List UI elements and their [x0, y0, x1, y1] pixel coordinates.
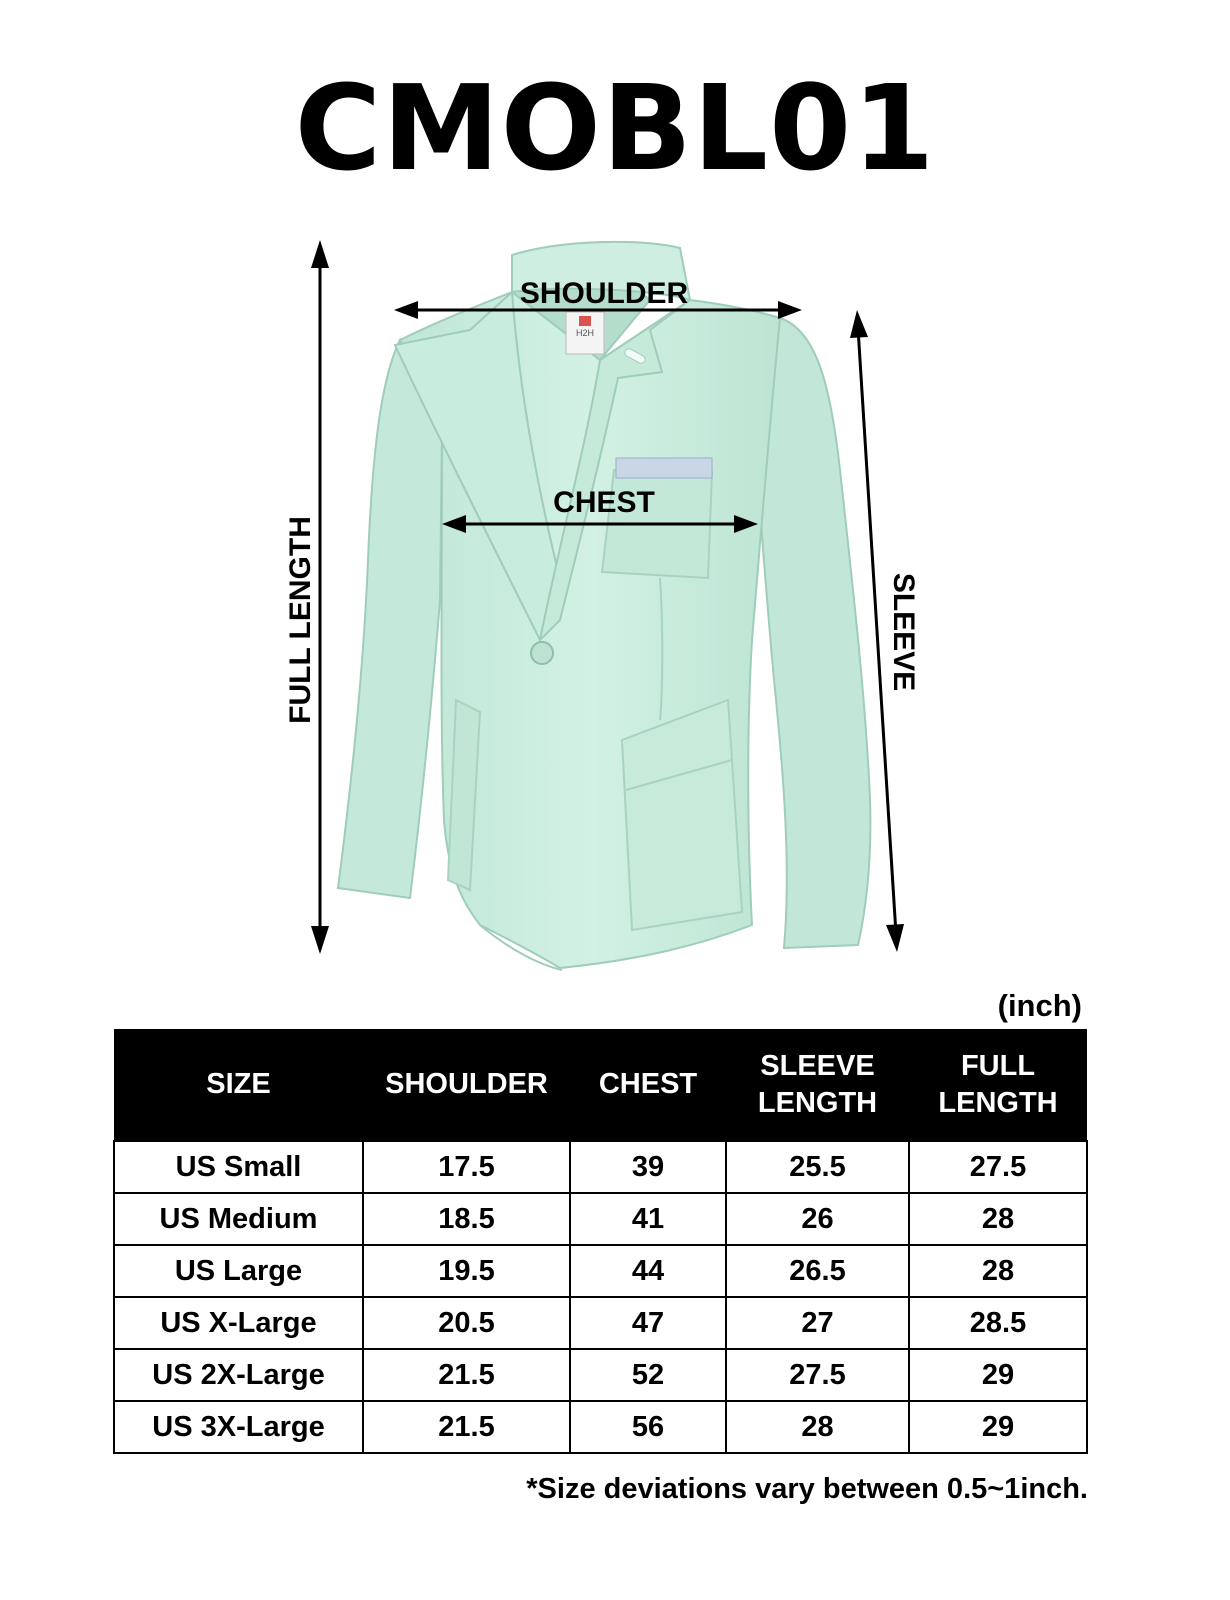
sleeve-length-cell: 25.5 — [726, 1141, 909, 1193]
right-hip-pocket — [622, 700, 742, 930]
chest-cell: 44 — [570, 1245, 726, 1297]
table-row — [114, 1193, 1087, 1245]
full-length-cell: 29 — [909, 1349, 1087, 1401]
tag-logo-mark — [579, 316, 591, 326]
size-cell: US X-Large — [114, 1297, 363, 1349]
full-length-cell: 28.5 — [909, 1297, 1087, 1349]
unit-label: (inch) — [997, 988, 1082, 1023]
table-row — [114, 1141, 1087, 1193]
chest-cell: 56 — [570, 1401, 726, 1453]
shoulder-cell: 19.5 — [363, 1245, 570, 1297]
table-row — [114, 1401, 1087, 1453]
sleeve-length-cell: 28 — [726, 1401, 909, 1453]
size-deviation-note: *Size deviations vary between 0.5~1inch. — [526, 1473, 1088, 1505]
sleeve-length-cell: 27.5 — [726, 1349, 909, 1401]
sleeve-length-cell: 27 — [726, 1297, 909, 1349]
sleeve-label: SLEEVE — [887, 572, 920, 692]
shoulder-cell: 21.5 — [363, 1349, 570, 1401]
size-cell: US Medium — [114, 1193, 363, 1245]
chest-cell: 47 — [570, 1297, 726, 1349]
jacket-illustration — [338, 242, 870, 970]
full-length-cell: 29 — [909, 1401, 1087, 1453]
header-full-length: FULL LENGTH — [909, 1029, 1087, 1141]
sleeve-length-cell: 26.5 — [726, 1245, 909, 1297]
full-length-cell: 27.5 — [909, 1141, 1087, 1193]
shoulder-label: SHOULDER — [519, 277, 689, 310]
chest-label: CHEST — [553, 486, 655, 519]
pocket-square — [616, 458, 712, 478]
sleeve-length-cell: 26 — [726, 1193, 909, 1245]
table-header-row — [114, 1029, 1087, 1141]
full-length-cell: 28 — [909, 1193, 1087, 1245]
size-chart-table — [113, 1029, 1088, 1454]
table-row — [114, 1349, 1087, 1401]
header-chest: CHEST — [570, 1029, 726, 1141]
full-length-cell: 28 — [909, 1245, 1087, 1297]
chest-cell: 39 — [570, 1141, 726, 1193]
header-size: SIZE — [114, 1029, 363, 1141]
shoulder-cell: 21.5 — [363, 1401, 570, 1453]
jacket-button — [531, 642, 553, 664]
tag-text: H2H — [575, 328, 595, 338]
table-row — [114, 1297, 1087, 1349]
shoulder-cell: 17.5 — [363, 1141, 570, 1193]
shoulder-cell: 20.5 — [363, 1297, 570, 1349]
header-shoulder: SHOULDER — [363, 1029, 570, 1141]
size-cell: US Large — [114, 1245, 363, 1297]
left-sleeve — [338, 340, 442, 898]
size-cell: US Small — [114, 1141, 363, 1193]
table-row — [114, 1245, 1087, 1297]
chest-cell: 41 — [570, 1193, 726, 1245]
size-cell: US 2X-Large — [114, 1349, 363, 1401]
size-cell: US 3X-Large — [114, 1401, 363, 1453]
header-sleeve-length: SLEEVE LENGTH — [726, 1029, 909, 1141]
shoulder-cell: 18.5 — [363, 1193, 570, 1245]
product-code-title: CMOBL01 — [294, 59, 936, 197]
chest-cell: 52 — [570, 1349, 726, 1401]
full-length-label: FULL LENGTH — [284, 516, 317, 724]
